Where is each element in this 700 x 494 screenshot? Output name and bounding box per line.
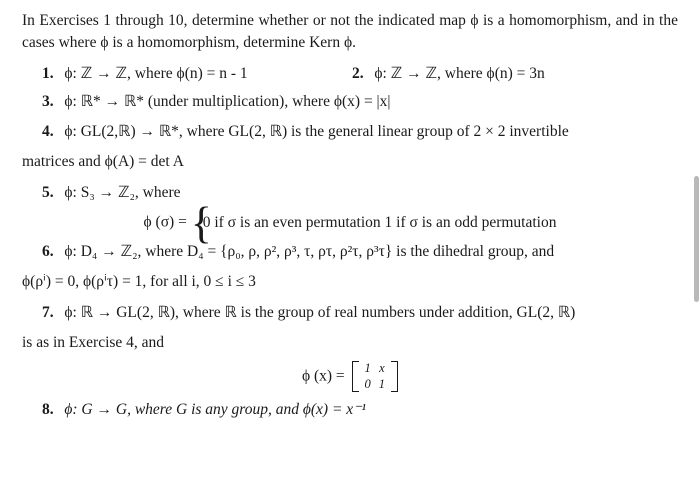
exercise-text-5: ϕ: S₃ → ℤ₂, where: [64, 183, 181, 201]
formula-5-lhs: ϕ (σ) =: [143, 213, 187, 231]
page-scrollbar-thumb[interactable]: [694, 176, 699, 302]
exercise-text-1: ϕ: ℤ → ℤ, where ϕ(n) = n - 1: [64, 64, 248, 82]
exercise-text-4-line2: matrices and ϕ(A) = det A: [22, 153, 184, 171]
exercise-item-5: [22, 181, 678, 204]
exercise-item-4: [22, 120, 678, 143]
exercise-text-8: ϕ: G → G, where G is any group, and ϕ(x) = x⁻¹: [64, 401, 367, 419]
case-row-even: 0 if σ is an even permutation: [202, 213, 381, 231]
case-row-odd: 1 if σ is an odd permutation: [384, 213, 557, 231]
exercise-text-6-line2-wrap: [22, 270, 678, 293]
exercise-text-6-line1: ϕ: D₄ → ℤ₂, where D₄ = {ρ₀, ρ, ρ², ρ³, τ, ρτ, ρ²τ, ρ³τ} is the dihedral group, and: [64, 243, 555, 261]
exercise-row-1-2: [22, 64, 678, 83]
exercise-text-3: ϕ: ℝ* → ℝ* (under multiplication), where ϕ(x) = |x|: [64, 92, 391, 110]
exercise-number-7: 7.: [42, 303, 54, 321]
exercise-instructions: In Exercises 1 through 10, determine whether or not the indicated map ϕ is a homomorphism, and in the cases where ϕ is a homomorphism, determine Kern ϕ.: [22, 12, 678, 52]
matrix-row: [361, 361, 390, 377]
exercise-text-2: ϕ: ℤ → ℤ, where ϕ(n) = 3n: [374, 64, 545, 82]
exercise-text-6-line2: ϕ(ρⁱ) = 0, ϕ(ρⁱτ) = 1, for all i, 0 ≤ i ≤ 3: [22, 273, 256, 291]
exercise-number-3: 3.: [42, 92, 54, 110]
exercise-number-2: 2.: [352, 64, 364, 82]
matrix-table: [361, 361, 390, 392]
exercise-item-3: [22, 90, 678, 113]
matrix-cell-0-1: x: [379, 361, 385, 376]
exercise-text-7-line1: ϕ: ℝ → GL(2, ℝ), where ℝ is the group of real numbers under addition, GL(2, ℝ): [64, 303, 576, 321]
matrix-row: [361, 377, 390, 393]
matrix-right-bracket: [391, 361, 398, 392]
exercise-item-2: [352, 64, 545, 83]
matrix-cell-1-0: 0: [364, 376, 371, 391]
exercise-number-1: 1.: [42, 64, 54, 82]
matrix-cell-1-1: 1: [378, 376, 386, 391]
exercise-number-4: 4.: [42, 123, 54, 141]
cases-block-5: [190, 197, 557, 247]
exercise-number-8: 8.: [42, 401, 54, 419]
matrix-cell-0-0: 1: [364, 361, 371, 376]
exercise-item-7: [22, 301, 678, 324]
exercise-text-7-line2: is as in Exercise 4, and: [22, 333, 165, 351]
exercise-text-7-line2-wrap: [22, 331, 678, 354]
matrix-left-bracket: [352, 361, 359, 392]
exercise-item-8: [22, 398, 678, 421]
exercise-text-4-line1: ϕ: GL(2,ℝ) → ℝ*, where GL(2, ℝ) is the general linear group of 2 × 2 invertible: [64, 123, 569, 141]
exercise-5-display-formula: [22, 197, 678, 247]
left-brace-glyph: {: [190, 197, 212, 247]
matrix-2x2: [352, 361, 399, 392]
exercise-text-4-line2-wrap: [22, 150, 678, 173]
exercise-number-6: 6.: [42, 243, 54, 261]
exercise-7-display-formula: [22, 361, 678, 392]
exercise-item-6: [22, 240, 678, 263]
exercise-number-5: 5.: [42, 183, 54, 201]
exercise-item-1: [42, 65, 248, 82]
formula-7-lhs: ϕ (x) =: [301, 367, 345, 385]
